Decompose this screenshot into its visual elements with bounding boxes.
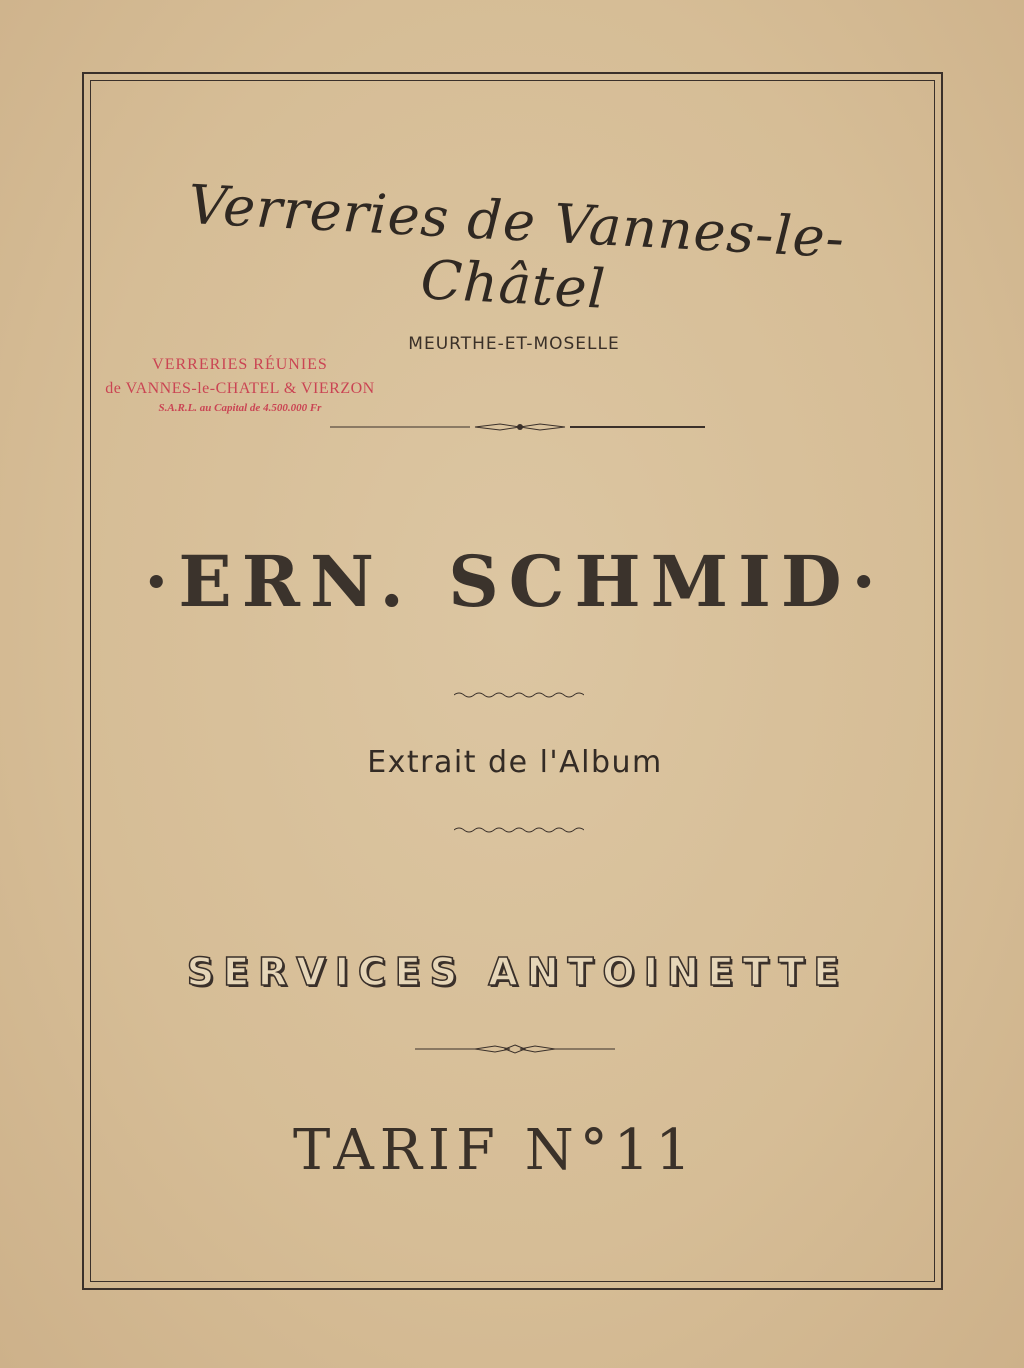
company-title: Verreries de Vannes-le-Châtel	[186, 172, 847, 321]
region-label: MEURTHE-ET-MOSELLE	[408, 334, 620, 354]
stamp-line-1: VERRERIES RÉUNIES	[152, 356, 328, 373]
ornament-squiggle-2	[454, 825, 584, 835]
tarif-number: TARIF N°11	[293, 1118, 697, 1183]
header-ornament-rule	[330, 418, 710, 434]
stamp-line-2: de VANNES-le-CHATEL & VIERZON	[105, 380, 375, 397]
subtitle: Extrait de l'Album	[367, 745, 663, 780]
merchant-name: ·ERN. SCHMID·	[144, 540, 886, 623]
stamp-line-3: S.A.R.L. au Capital de 4.500.000 Fr	[158, 402, 322, 414]
ornament-squiggle-1	[454, 690, 584, 700]
services-title: SERVICES ANTOINETTE	[186, 950, 849, 994]
ornament-rule-2	[415, 1040, 615, 1058]
red-stamp	[100, 356, 380, 414]
